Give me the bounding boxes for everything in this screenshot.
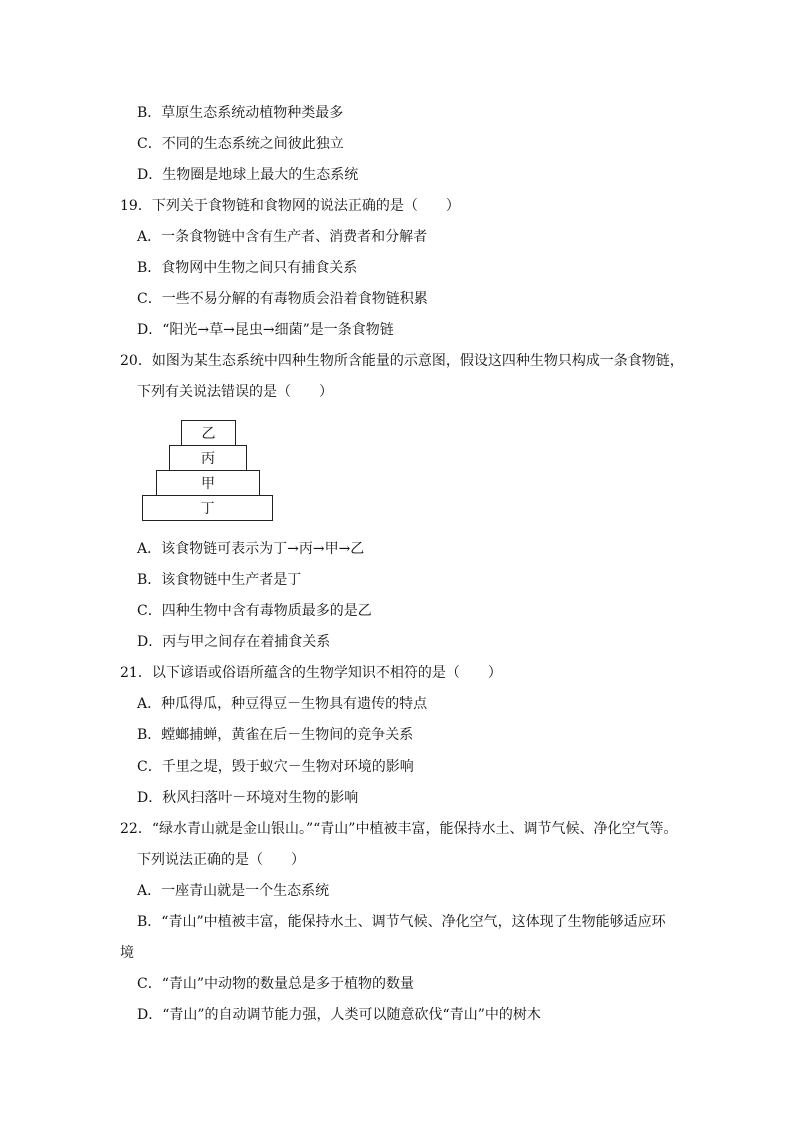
q22-option-b: B．“青山”中植被丰富，能保持水土、调节气候、净化空气，这体现了生物能够适应环	[137, 914, 666, 930]
q22-option-b-wrap: 境	[120, 945, 134, 961]
q20-stem: 20．如图为某生态系统中四种生物所含能量的示意图，假设这四种生物只构成一条食物链，	[120, 353, 684, 369]
q20-option-b: B．该食物链中生产者是丁	[137, 572, 302, 588]
q18-option-c: C．不同的生态系统之间彼此独立	[137, 136, 344, 152]
q21-option-b: B．螳螂捕蝉，黄雀在后－生物间的竞争关系	[137, 727, 414, 743]
pyramid-tier-bottom: 丁	[142, 495, 273, 521]
q20-option-c: C．四种生物中含有毒物质最多的是乙	[137, 603, 372, 619]
q19-option-c: C．一些不易分解的有毒物质会沿着食物链积累	[137, 291, 428, 307]
q21-option-a: A．种瓜得瓜，种豆得豆－生物具有遗传的特点	[137, 696, 428, 712]
q21-option-c: C．千里之堤，毁于蚁穴－生物对环境的影响	[137, 759, 414, 775]
q20-stem-cont: 下列有关说法错误的是（ ）	[137, 384, 333, 400]
q18-option-b: B．草原生态系统动植物种类最多	[137, 105, 344, 121]
q19-option-d: D．“阳光→草→昆虫→细菌”是一条食物链	[137, 322, 394, 338]
q18-option-d: D．生物圈是地球上最大的生态系统	[137, 167, 359, 183]
pyramid-tier-top: 乙	[181, 420, 236, 446]
pyramid-tier-third: 甲	[156, 470, 260, 496]
q21-option-d: D．秋风扫落叶－环境对生物的影响	[137, 790, 359, 806]
q22-stem-cont: 下列说法正确的是（ ）	[137, 852, 305, 868]
q22-stem: 22．“绿水青山就是金山银山。”“青山”中植被丰富，能保持水土、调节气候、净化空气等。	[120, 821, 678, 837]
q21-stem: 21．以下谚语或俗语所蕴含的生物学知识不相符的是（ ）	[120, 665, 502, 681]
q20-option-a: A．该食物链可表示为丁→丙→甲→乙	[137, 541, 365, 557]
q19-option-b: B．食物网中生物之间只有捕食关系	[137, 260, 358, 276]
q19-stem: 19．下列关于食物链和食物网的说法正确的是（ ）	[120, 198, 460, 214]
q22-option-d: D．“青山”的自动调节能力强，人类可以随意砍伐“青山”中的树木	[137, 1007, 541, 1023]
q19-option-a: A．一条食物链中含有生产者、消费者和分解者	[137, 229, 428, 245]
q22-option-a: A．一座青山就是一个生态系统	[137, 883, 330, 899]
pyramid-tier-second: 丙	[169, 445, 247, 471]
q22-option-c: C．“青山”中动物的数量总是多于植物的数量	[137, 976, 415, 992]
q20-option-d: D．丙与甲之间存在着捕食关系	[137, 634, 331, 650]
